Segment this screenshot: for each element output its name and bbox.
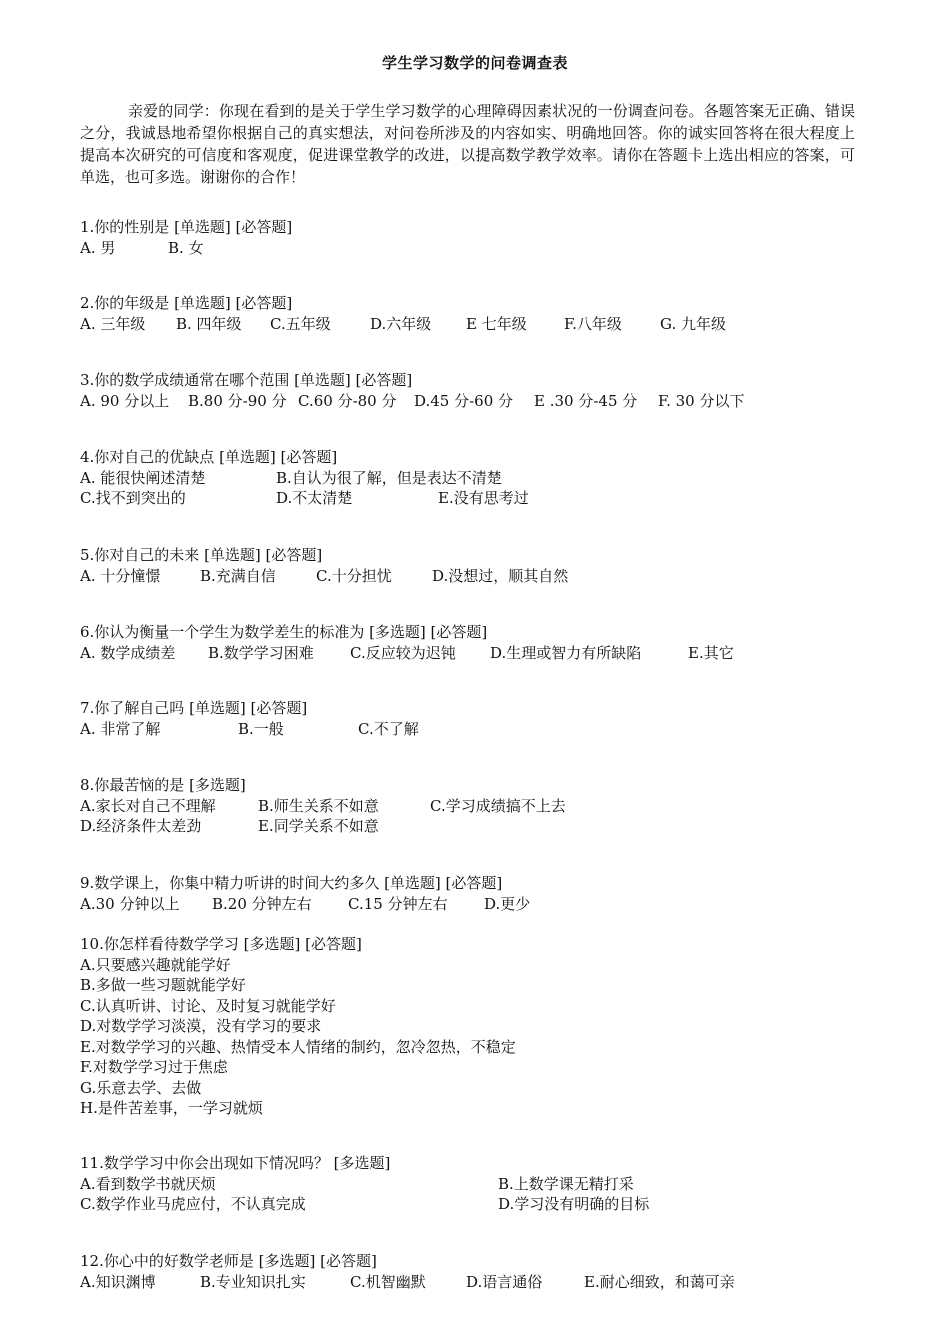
option-c: C.十分担忧: [316, 566, 392, 585]
option-b: B.一般: [238, 719, 284, 738]
question-text: 6.你认为衡量一个学生为数学差生的标准为 [多选题] [必答题]: [80, 623, 488, 641]
question-10: [80, 934, 870, 1119]
option-b: B.自认为很了解，但是表达不清楚: [276, 468, 502, 487]
option-f: F.对数学学习过于焦虑: [80, 1058, 228, 1076]
option-d: D.没想过，顺其自然: [432, 566, 569, 585]
option-c: C.机智幽默: [350, 1272, 426, 1291]
option-d: D.不太清楚: [276, 489, 353, 507]
question-text: 10.你怎样看待数学学习 [多选题] [必答题]: [80, 935, 362, 953]
option-row: [80, 816, 870, 837]
option-b: B. 女: [168, 238, 204, 257]
question-2: [80, 293, 870, 334]
option-row: [80, 314, 870, 335]
option-e: E .30 分-45 分: [534, 391, 638, 410]
question-11: [80, 1153, 870, 1215]
intro-paragraph: 亲爱的同学：你现在看到的是关于学生学习数学的心理障碍因素状况的一份调查问卷。各题答案无正确、错误之分，我诚恳地希望你根据自己的真实想法，对问卷所涉及的内容如实、明确地回答。你的诚实回答将在很大程度上提高本次研究的可信度和客观度，促进课堂教学的改进，以提高数学教学效率。请你在答题卡上选出相应的答案，可单选，也可多选。谢谢你的合作！: [80, 102, 855, 186]
option-row: [80, 1194, 870, 1215]
question-6: [80, 622, 870, 663]
option-c: C.15 分钟左右: [348, 894, 448, 913]
option-e: E.同学关系不如意: [258, 817, 379, 835]
option-b: B.师生关系不如意: [258, 796, 379, 815]
option-b: B.充满自信: [200, 566, 276, 585]
option-row: [80, 468, 870, 489]
option-g: G.乐意去学、去做: [80, 1078, 202, 1097]
option-a: A.看到数学书就厌烦: [80, 1174, 216, 1193]
option-d: D.学习没有明确的目标: [498, 1195, 650, 1213]
option-e: E.其它: [688, 643, 734, 662]
option-e: E.没有思考过: [438, 489, 529, 507]
question-text: 7.你了解自己吗 [单选题] [必答题]: [80, 699, 308, 717]
question-8: [80, 775, 870, 837]
question-text: 9.数学课上，你集中精力听讲的时间大约多久 [单选题] [必答题]: [80, 874, 503, 892]
option-a: A.家长对自己不理解: [80, 796, 216, 815]
option-d: D.45 分-60 分: [414, 391, 514, 410]
question-text: 12.你心中的好数学老师是 [多选题] [必答题]: [80, 1252, 377, 1270]
option-row: [80, 488, 870, 509]
option-row: [80, 719, 870, 740]
option-row: [80, 391, 870, 412]
option-b: B.专业知识扎实: [200, 1272, 306, 1291]
option-row: [80, 796, 870, 817]
option-c: C.反应较为迟钝: [350, 643, 456, 662]
option-c: C.认真听讲、讨论、及时复习就能学好: [80, 996, 336, 1015]
question-text: 2.你的年级是 [单选题] [必答题]: [80, 294, 293, 312]
option-row: [80, 894, 870, 915]
question-12: [80, 1251, 870, 1292]
option-c: C.60 分-80 分: [298, 391, 397, 410]
option-d: D.对数学学习淡漠，没有学习的要求: [80, 1017, 322, 1035]
option-c: C.学习成绩搞不上去: [430, 796, 566, 815]
option-d: D.经济条件太差劲: [80, 817, 202, 835]
option-f: F. 30 分以下: [658, 391, 745, 410]
question-text: 8.你最苦恼的是 [多选题]: [80, 776, 246, 794]
option-f: F.八年级: [564, 314, 622, 333]
option-d: D.更少: [484, 894, 531, 913]
question-1: [80, 217, 870, 258]
option-e: E.对数学学习的兴趣、热情受本人情绪的制约，忽冷忽热，不稳定: [80, 1037, 516, 1056]
option-a: A.只要感兴趣就能学好: [80, 955, 231, 974]
question-text: 5.你对自己的未来 [单选题] [必答题]: [80, 546, 323, 564]
option-e: E 七年级: [466, 314, 527, 333]
option-d: D.六年级: [370, 314, 432, 333]
option-row: [80, 566, 870, 587]
option-a: A. 能很快阐述清楚: [80, 468, 206, 487]
question-3: [80, 370, 870, 411]
option-c: C.不了解: [358, 719, 419, 738]
option-c: C.数学作业马虎应付，不认真完成: [80, 1195, 306, 1213]
question-text: 3.你的数学成绩通常在哪个范围 [单选题] [必答题]: [80, 371, 413, 389]
option-b: B.上数学课无精打采: [498, 1174, 634, 1193]
option-a: A. 男: [80, 238, 116, 257]
option-d: D.生理或智力有所缺陷: [490, 643, 642, 662]
option-e: E.耐心细致，和蔼可亲: [584, 1272, 735, 1291]
option-row: [80, 1174, 870, 1195]
question-text: 11.数学学习中你会出现如下情况吗？ [多选题]: [80, 1154, 391, 1172]
option-a: A. 十分憧憬: [80, 566, 161, 585]
option-b: B.80 分-90 分: [188, 391, 287, 410]
option-b: B. 四年级: [176, 314, 242, 333]
option-h: H.是件苦差事，一学习就烦: [80, 1099, 263, 1117]
option-b: B.数学学习困难: [208, 643, 314, 662]
option-a: A. 90 分以上: [80, 391, 170, 410]
question-text: 1.你的性别是 [单选题] [必答题]: [80, 218, 293, 236]
option-row: [80, 643, 870, 664]
question-4: [80, 447, 870, 509]
option-c: C.找不到突出的: [80, 489, 186, 507]
option-a: A. 三年级: [80, 314, 146, 333]
option-row: [80, 1272, 870, 1293]
option-a: A.知识渊博: [80, 1272, 156, 1291]
option-a: A. 非常了解: [80, 719, 161, 738]
question-9: [80, 873, 870, 914]
option-row: [80, 238, 870, 259]
option-a: A.30 分钟以上: [80, 894, 180, 913]
option-d: D.语言通俗: [466, 1272, 543, 1291]
option-b: B.20 分钟左右: [212, 894, 312, 913]
document-title: 学生学习数学的问卷调查表: [381, 54, 568, 72]
option-b: B.多做一些习题就能学好: [80, 976, 246, 994]
option-a: A. 数学成绩差: [80, 643, 176, 662]
option-g: G. 九年级: [660, 314, 726, 333]
question-7: [80, 698, 870, 739]
option-c: C.五年级: [270, 314, 331, 333]
question-text: 4.你对自己的优缺点 [单选题] [必答题]: [80, 448, 338, 466]
question-5: [80, 545, 870, 586]
